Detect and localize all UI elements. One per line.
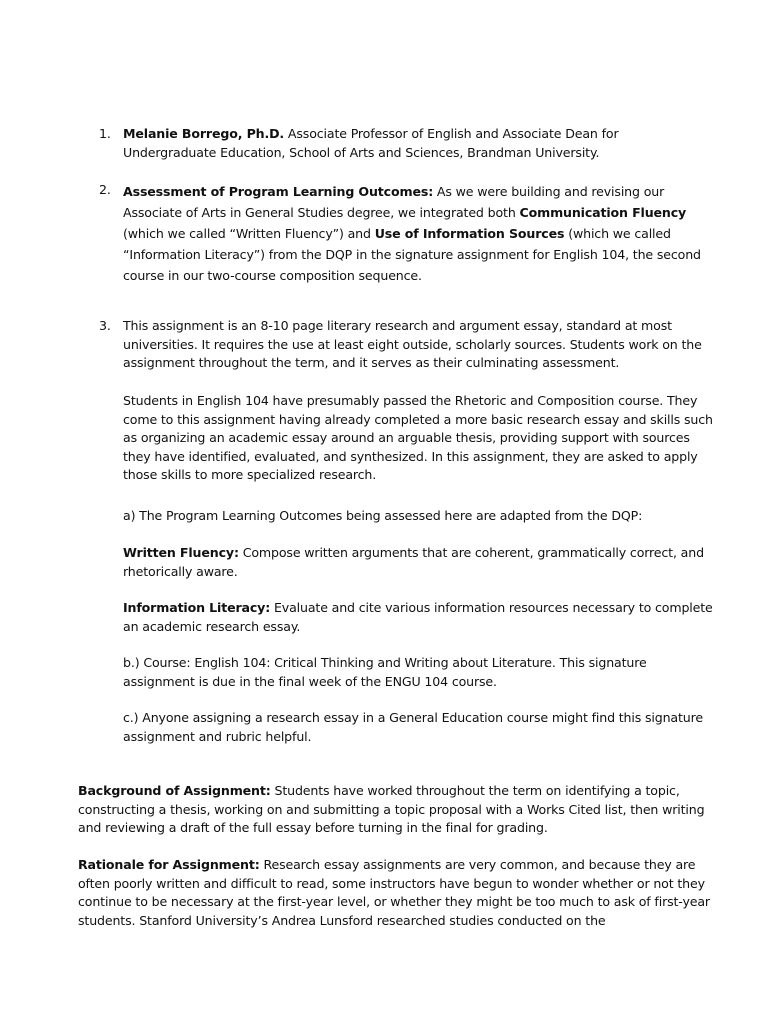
communication-fluency-term: Communication Fluency bbox=[519, 205, 687, 220]
rationale-text: Research essay assignments are very common, and because they are often poorly written and difficult to read, some instructors have begun to wonder whether or not they continue to be necessary at the first-year level, or whether they might be too much to ask of first-year students. Stanford University’s Andrea Lunsford researched studies conducted on the bbox=[78, 857, 710, 928]
author-title: Associate Professor of English and Associate Dean for Undergraduate Education, School of Arts and Sciences, Brandman University. bbox=[123, 126, 619, 160]
students-background-paragraph: Students in English 104 have presumably passed the Rhetoric and Composition course. They come to this assignment having already completed a more basic research essay and skills such as organizing an academic essay around an arguable thesis, providing support with sources they have identified, evaluated, and synthesized. In this assignment, they are asked to apply those skills to more specialized research. bbox=[123, 393, 713, 482]
assignment-description-paragraph: This assignment is an 8-10 page literary research and argument essay, standard at most universities. It requires the use at least eight outside, scholarly sources. Students work on the assignment throughout the term, and it serves as their culminating assessment. bbox=[123, 318, 702, 370]
list-number-3: 3. bbox=[99, 318, 111, 333]
information-sources-term: Use of Information Sources bbox=[374, 226, 565, 241]
information-literacy-label: Information Literacy: bbox=[123, 600, 271, 615]
sub-item-c: c.) Anyone assigning a research essay in a General Education course might find this signature assignment and rubric helpful. bbox=[123, 710, 703, 744]
author-info-paragraph bbox=[123, 125, 713, 162]
assessment-paragraph bbox=[123, 181, 713, 286]
information-literacy-paragraph bbox=[123, 599, 713, 636]
rationale-label: Rationale for Assignment: bbox=[78, 857, 260, 872]
list-number-1: 1. bbox=[99, 126, 111, 141]
written-fluency-text: Compose written arguments that are coherent, grammatically correct, and rhetorically aware. bbox=[123, 545, 704, 579]
assessment-text-c: (which we called “Information Literacy”) from the DQP in the signature assignment for English 104, the second course in our two-course composition sequence. bbox=[123, 226, 701, 283]
written-fluency-label: Written Fluency: bbox=[123, 545, 239, 560]
sub-item-b: b.) Course: English 104: Critical Thinking and Writing about Literature. This signature assignment is due in the final week of the ENGU 104 course. bbox=[123, 655, 647, 689]
list-number-2: 2. bbox=[99, 182, 111, 197]
assessment-text-a: As we were building and revising our Associate of Arts in General Studies degree, we integrated both bbox=[123, 184, 665, 220]
written-fluency-paragraph bbox=[123, 544, 713, 581]
information-literacy-text: Evaluate and cite various information resources necessary to complete an academic research essay. bbox=[123, 600, 713, 634]
author-name: Melanie Borrego, Ph.D. bbox=[123, 126, 285, 141]
background-label: Background of Assignment: bbox=[78, 783, 271, 798]
rationale-paragraph bbox=[78, 856, 718, 930]
background-text: Students have worked throughout the term on identifying a topic, constructing a thesis, working on and submitting a topic proposal with a Works Cited list, then writing and reviewing a draft of the full essay before turning in the final for grading. bbox=[78, 783, 705, 835]
assessment-heading: Assessment of Program Learning Outcomes: bbox=[123, 184, 434, 199]
sub-item-a: a) The Program Learning Outcomes being assessed here are adapted from the DQP: bbox=[123, 508, 643, 523]
background-paragraph bbox=[78, 782, 718, 838]
assessment-text-b: (which we called “Written Fluency”) and bbox=[123, 226, 375, 241]
